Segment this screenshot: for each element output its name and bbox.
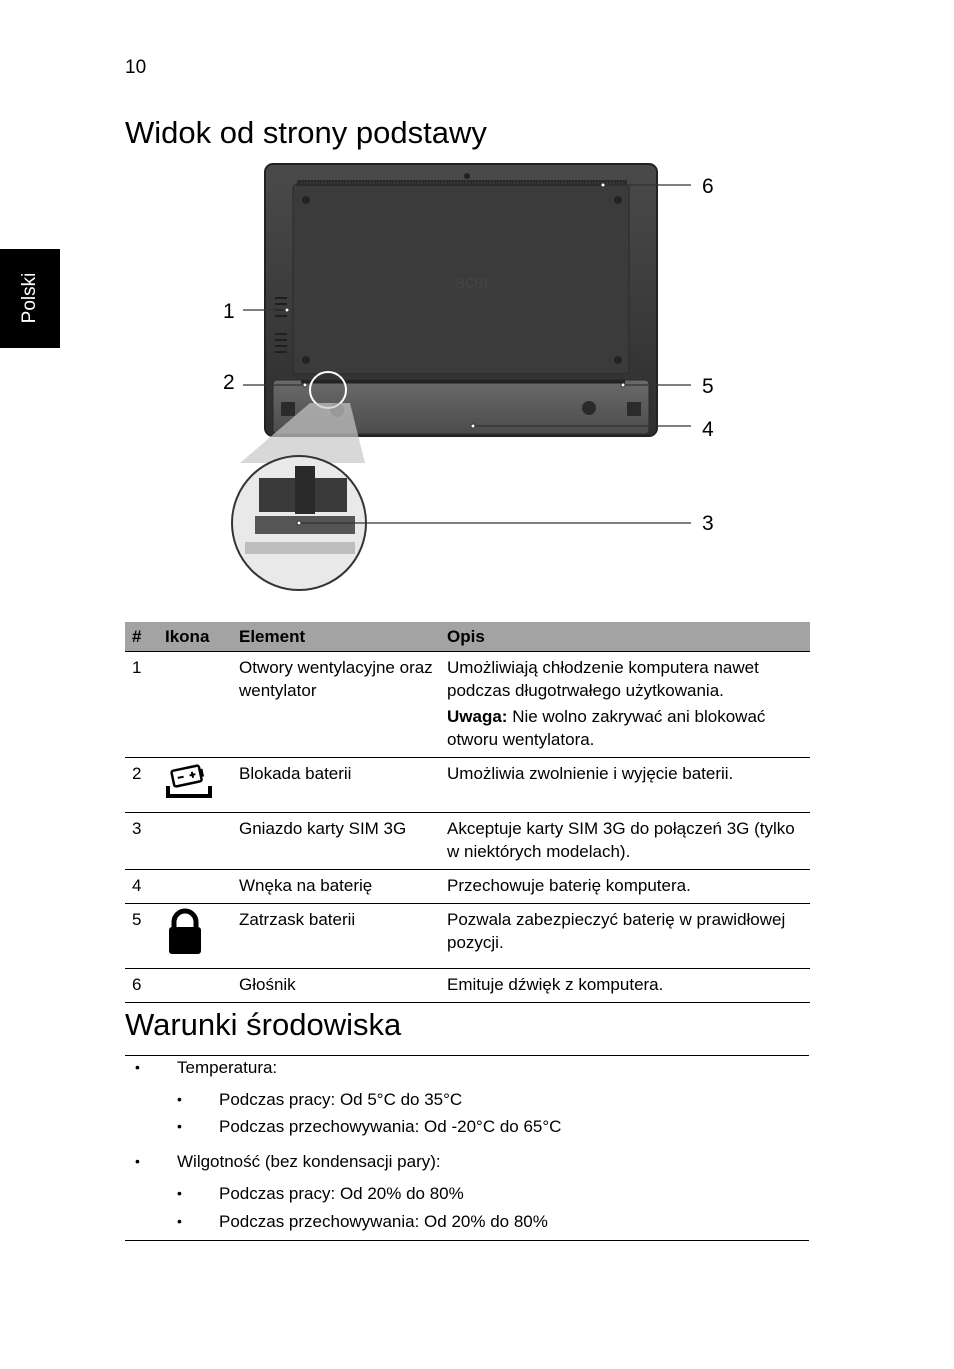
callout-6: 6: [702, 175, 714, 198]
list-item: Podczas przechowywania: Od 20% do 80%: [219, 1212, 548, 1231]
svg-text:acer: acer: [455, 272, 491, 292]
row-description: Pozwala zabezpieczyć baterię w prawidłowej pozycji.: [440, 904, 810, 969]
header-description: Opis: [440, 622, 810, 652]
list-item: Podczas pracy: Od 5°C do 35°C: [219, 1090, 463, 1109]
row-note: [447, 705, 803, 751]
table-row: [125, 758, 810, 813]
laptop-bottom-illustration: [215, 158, 725, 598]
table-row: [125, 969, 810, 1003]
note-text: Nie wolno zakrywać ani blokować otworu wentylatora.: [447, 707, 766, 749]
row-icon-cell: [158, 969, 232, 1003]
table-row: [125, 652, 810, 758]
page-number: 10: [125, 57, 147, 78]
row-description: Umożliwiają chłodzenie komputera nawet podczas długotrwałego użytkowania.: [447, 658, 759, 700]
table-header-row: [125, 622, 810, 652]
table-row: [125, 870, 810, 904]
bullet: •: [135, 1153, 140, 1169]
header-icon: Ikona: [158, 622, 232, 652]
language-tab: [0, 249, 60, 348]
header-number: #: [125, 622, 158, 652]
section-title-bottom-view: Widok od strony podstawy: [125, 115, 487, 150]
callout-1: 1: [223, 300, 235, 323]
language-tab-label: Polski: [19, 272, 40, 324]
callout-3: 3: [702, 512, 714, 535]
row-element: Zatrzask baterii: [232, 904, 440, 969]
row-number: 3: [125, 813, 158, 870]
row-number: 6: [125, 969, 158, 1003]
note-label: Uwaga:: [447, 707, 508, 726]
laptop-bottom-view-figure: [215, 158, 725, 598]
bullet: •: [135, 1059, 140, 1075]
list-item: Podczas pracy: Od 20% do 80%: [219, 1184, 464, 1203]
row-description-cell: [440, 652, 810, 758]
row-element: Blokada baterii: [232, 758, 440, 813]
row-icon-cell: [158, 758, 232, 813]
environment-list: [125, 1055, 809, 1241]
section-title-environment: Warunki środowiska: [125, 1007, 402, 1042]
bullet: •: [177, 1185, 182, 1201]
row-number: 1: [125, 652, 158, 758]
list-item: Podczas przechowywania: Od -20°C do 65°C: [219, 1117, 562, 1136]
temperature-label: Temperatura:: [177, 1058, 278, 1077]
callout-2: 2: [223, 371, 235, 394]
callout-4: 4: [702, 418, 714, 441]
row-icon-cell: [158, 870, 232, 904]
humidity-label: Wilgotność (bez kondensacji pary):: [177, 1152, 441, 1171]
row-element: Otwory wentylacyjne oraz wentylator: [232, 652, 440, 758]
row-element: Głośnik: [232, 969, 440, 1003]
row-number: 5: [125, 904, 158, 969]
row-element: Wnęka na baterię: [232, 870, 440, 904]
row-number: 4: [125, 870, 158, 904]
callout-5: 5: [702, 375, 714, 398]
battery-release-icon: [165, 762, 213, 800]
row-description: Przechowuje baterię komputera.: [440, 870, 810, 904]
bullet: •: [177, 1091, 182, 1107]
row-number: 2: [125, 758, 158, 813]
row-description: Akceptuje karty SIM 3G do połączeń 3G (tylko w niektórych modelach).: [440, 813, 810, 870]
row-description: Emituje dźwięk z komputera.: [440, 969, 810, 1003]
row-description: Umożliwia zwolnienie i wyjęcie baterii.: [440, 758, 810, 813]
components-table: [125, 622, 810, 1003]
row-element: Gniazdo karty SIM 3G: [232, 813, 440, 870]
row-icon-cell: [158, 904, 232, 969]
bullet: •: [177, 1213, 182, 1229]
table-row: [125, 813, 810, 870]
row-icon-cell: [158, 813, 232, 870]
lock-icon: [165, 908, 205, 956]
bullet: •: [177, 1118, 182, 1134]
table-row: [125, 904, 810, 969]
row-icon-cell: [158, 652, 232, 758]
header-element: Element: [232, 622, 440, 652]
